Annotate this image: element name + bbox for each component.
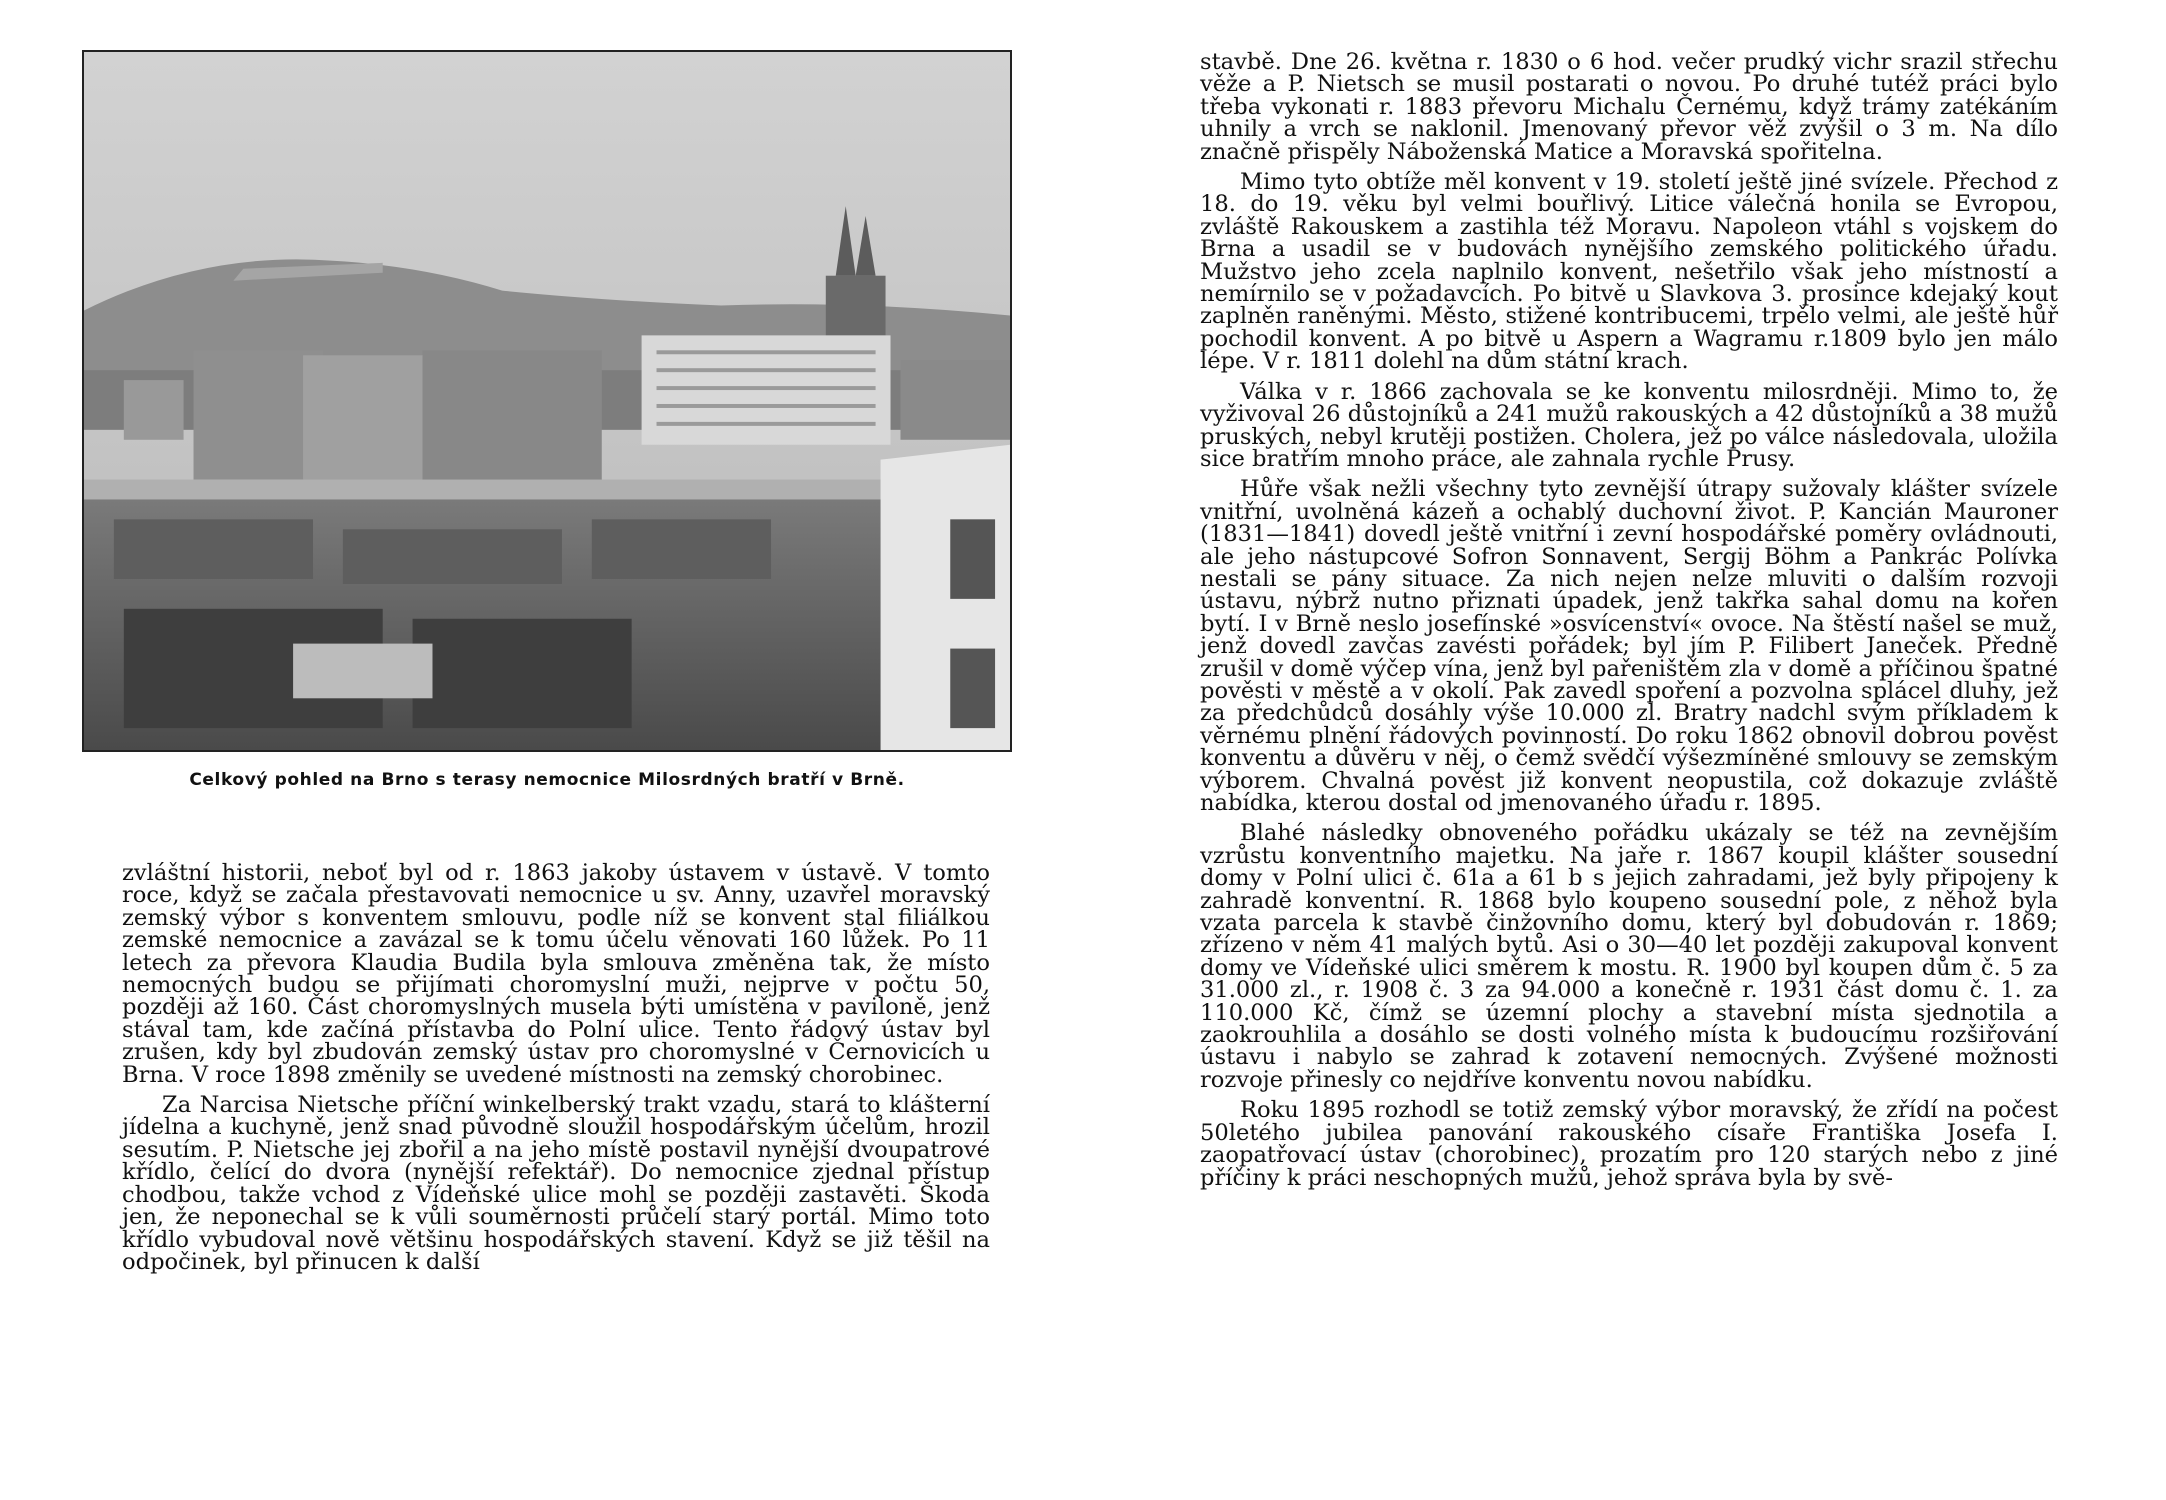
left-paragraph-1: zvláštní historii, neboť byl od r. 1863 jakoby ústavem v ústavě. V tomto roce, když se začala přestavovati nemocnice u sv. Anny, uzavřel moravský zemský výbor s konventem smlouvu, podle níž se konvent stal filiálkou zemské nemocnice a zavázal se k tomu účelu věnovati 160 lůžek. Po 11 letech za převora Klaudia Budila byla smlouva změněna tak, že místo nemocných budou se přijímati choromyslní muži, nejprve v počtu 50, později až 160. Část choromyslných musela býti umístěna v pavilоně, jenž stával tam, kde začíná přístavba do Polní ulice. Tento řádový ústav byl zrušen, kdy byl zbudován zemský ústav pro choromyslné v Černovicích u Brna. V roce 1898 změnily se uvedené místnosti na zemský chorobinec. [122, 860, 990, 1088]
city-photo [82, 50, 1012, 752]
left-body-text [122, 862, 990, 1273]
right-body-text [1200, 51, 2058, 1189]
right-paragraph-4: Hůře však nežli všechny tyto zevnější útrapy sužovaly klášter svízele vnitřní, uvolněná kázeň a ochablý duchovní život. P. Kancián Mauroner (1831—1841) dovedl ještě vnitřní i zevní hospodářské poměry ovládnouti, ale jeho nástupcové Sofron Sonnavent, Sergij Böhm a Pankrác Polívka nestali se pány situace. Za nich nejen nelze mluviti o dalším rozvoji ústavu, nýbrž nutno přiznati úpadek, jenž takřka sahal domu na kořen bytí. I v Brně neslo josefínské »osvícenství« ovoce. Na štěstí našel se muž, jenž dovedl zavčas zavésti pořádek; byl jím P. Filibert Janeček. Předně zrušil v domě výčep vína, jenž byl pařeništěm zla v domě a příčinou špatné pověsti v městě a v okolí. Pak zavedl spoření a pozvolna splácel dluhy, jež za předchůdců dosáhly výše 10.000 zl. Bratry nadchl svým příkladem k věrnému plnění řádových povinností. Do roku 1862 obnovil dobrou pověst konventu a důvěru v něj, o čemž svědčí výšezmíněné smlouvy se zemským výborem. Chvalná pověst již konvent neopustila, což dokazuje zvláště nabídka, kterou dostal od jmenovaného úřadu r. 1895. [1200, 476, 2058, 816]
right-paragraph-1: stavbě. Dne 26. května r. 1830 o 6 hod. večer prudký vichr srazil střechu věže a P. Nietsch se musil postarati o novou. Po druhé tutéž práci bylo třeba vykonati r. 1883 převoru Michalu Černému, když trámy zatékáním uhnily a vrch se naklonil. Jmenovaný převor věž zvýšil o 3 m. Na dílo značně přispěly Náboženská Matice a Moravská spořitelna. [1200, 49, 2058, 165]
right-paragraph-5: Blahé následky obnoveného pořádku ukázaly se též na zevnějším vzrůstu konventního majetku. Na jaře r. 1867 koupil klášter sousední domy v Polní ulici č. 61a a 61 b s jejich zahradami, jež byly připojeny k zahradě konventní. R. 1868 bylo koupeno sousední pole, z něhož byla vzata parcela k stavbě činžovního domu, který byl dobudován r. 1869; zřízeno v něm 41 malých bytů. Asi o 30—40 let později zakupoval konvent domy ve Vídeňské ulici směrem k mostu. R. 1900 byl koupen dům č. 5 za 31.000 zl., r. 1908 č. 3 za 94.000 a konečně r. 1931 část domu č. 1. za 110.000 Kč, čímž se územní plochy a stavební místa sjednotila a zaokrouhlila a dosáhlo se dosti volného místa k budoucímu rozšiřování ústavu i nabylo se zahrad k zotavení nemocných. Zvýšené možnosti rozvoje přinesly co nejdříve konventu novou nabídku. [1200, 820, 2058, 1093]
city-photo-illustration [84, 52, 1010, 750]
right-page [1083, 0, 2166, 1500]
right-paragraph-3: Válka v r. 1866 zachovala se ke konventu milosrdněji. Mimo to, že vyživoval 26 důstojníků a 241 mužů rakouských a 42 důstojníků a 38 mužů pruských, nebyl krutěji postižen. Cholera, jež po válce následovala, uložila sice bratřím mnoho práce, ale zahnala rychle Prusy. [1200, 378, 2058, 472]
left-paragraph-2: Za Narcisa Nietsche příční winkelberský trakt vzadu, stará to klášterní jídelna a kuchyně, jenž snad původně sloužil hospodářským účelům, hrozil sesutím. P. Nietsche jej zbořil a na jeho místě postavil nynější dvoupatrové křídlo, čelící do dvora (nynější refektář). Do nemocnice zjednal přístup chodbou, takže vchod z Vídeňské ulice mohl se později zastavěti. Škoda jen, že neponechal se k vůli souměrnosti průčelí starý portál. Mimo toto křídlo vybudoval nově většinu hospodářských stavení. Když se již těšil na odpočinek, byl přinucen k další [122, 1092, 990, 1275]
right-paragraph-6: Roku 1895 rozhodl se totiž zemský výbor moravský, že zřídí na počest 50letého jubilea panování rakouského císaře Františka Josefa I. zaopatřovací ústav (chorobinec), prozatím pro 120 starých nebo z jiné příčiny k práci neschopných mužů, jehož správa byla by svě- [1200, 1097, 2058, 1191]
photo-caption: Celkový pohled na Brno s terasy nemocnice Milosrdných bratří v Brně. [189, 770, 905, 790]
right-paragraph-2: Mimo tyto obtíže měl konvent v 19. století ještě jiné svízele. Přechod z 18. do 19. věku byl velmi bouřlivý. Litice válečná honila se Evropou, zvláště Rakouskem a zastihla též Moravu. Napoleon vtáhl s vojskem do Brna a usadil se v budovách nynějšího zemského politického úřadu. Mužstvo jeho zcela naplnilo konvent, nešetřilo však jeho místností a nemírnilo se v požadavcích. Po bitvě u Slavkova 3. prosince kdejaký kout zaplněn raněnými. Město, stižené kontribucemi, trpělo velmi, ale ještě hůř pochodil konvent. A po bitvě u Aspern a Wagramu r.1809 bylo jen málo lépe. V r. 1811 dolehl na dům státní krach. [1200, 169, 2058, 375]
